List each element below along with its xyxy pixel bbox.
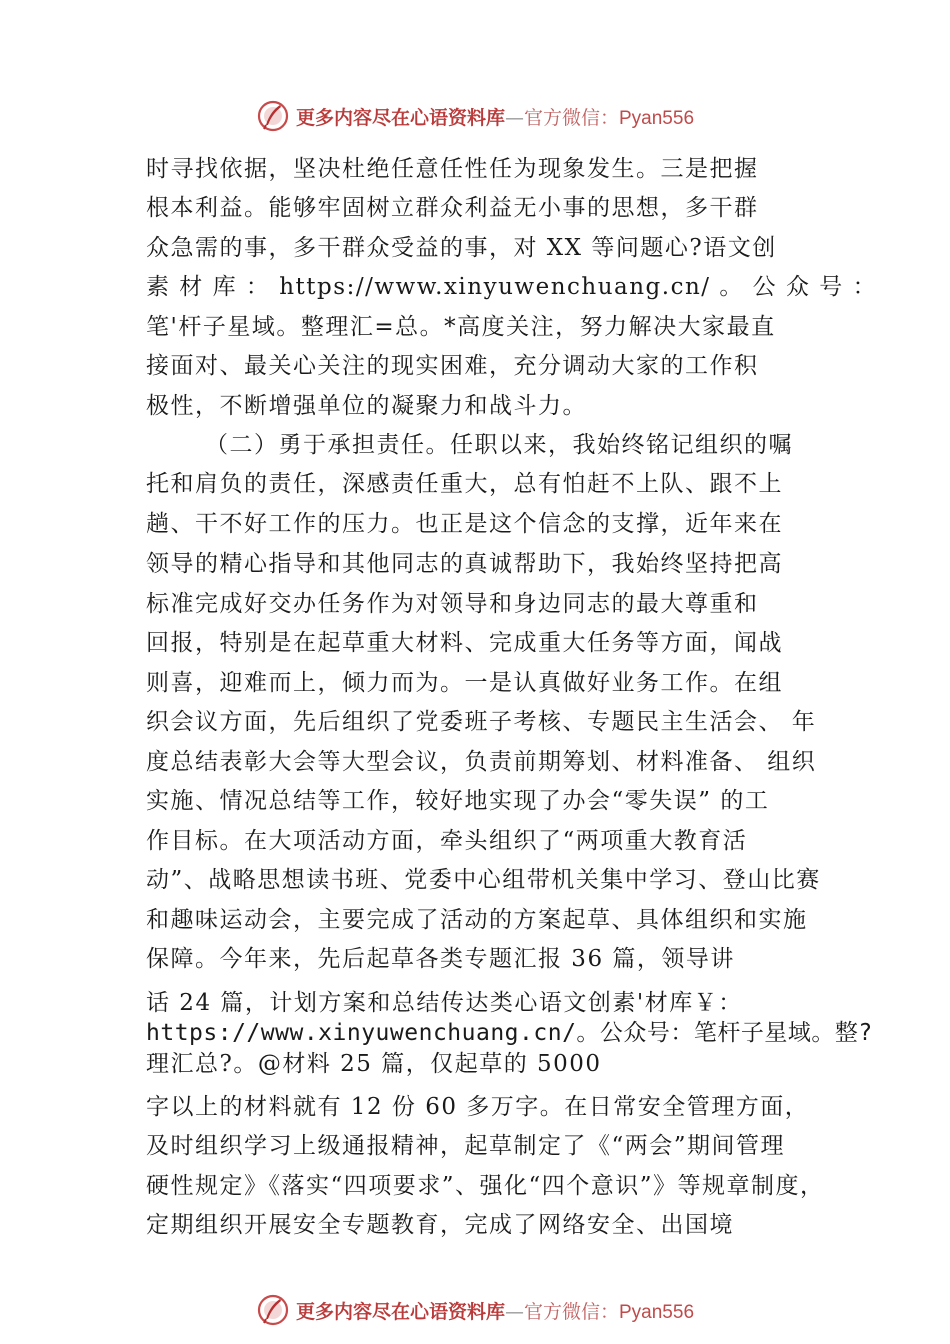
body-line: 定期组织开展安全专题教育，完成了网络安全、出国境	[146, 1212, 734, 1238]
banner-text	[296, 103, 694, 130]
body-line: 理汇总?。@材料 25 篇，仅起草的 5000	[146, 1051, 602, 1077]
body-line: 根本利益。能够牢固树立群众利益无小事的思想，多干群	[146, 195, 759, 221]
body-line: 织会议方面，先后组织了党委班子考核、专题民主生活会、 年	[146, 709, 817, 735]
banner-text	[296, 1297, 694, 1324]
body-line: 实施、情况总结等工作，较好地实现了办会“零失误” 的工	[146, 788, 770, 814]
body-line: 话 24 篇，计划方案和总结传达类心语文创素'材库￥：	[146, 990, 743, 1016]
body-line: 字以上的材料就有 12 份 60 多万字。在日常安全管理方面，	[146, 1094, 810, 1120]
banner-wechat-id: Pyan556	[619, 107, 695, 129]
body-line: 笔'杆子星域。整理汇=总。*高度关注，努力解决大家最直	[146, 314, 776, 340]
quill-logo-icon	[256, 99, 290, 133]
body-line: 和趣味运动会，主要完成了活动的方案起草、具体组织和实施	[146, 907, 808, 933]
banner-wechat-label: 官方微信：	[523, 106, 619, 129]
quill-logo-icon	[256, 1293, 290, 1327]
banner-main-text: 更多内容尽在心语资料库	[295, 1300, 505, 1323]
body-line: 保障。今年来，先后起草各类专题汇报 36 篇，领导讲	[146, 946, 735, 972]
body-line: 趟、干不好工作的压力。也正是这个信念的支撑，近年来在	[146, 511, 783, 537]
body-line: 素 材 库 ： https://www.xinyuwenchuang.cn/ 。 公 众 号 ：	[146, 274, 878, 300]
body-line: 时寻找依据，坚决杜绝任意任性任为现象发生。三是把握	[146, 156, 759, 182]
footer-banner	[0, 1290, 950, 1330]
banner-wechat-label: 官方微信：	[523, 1300, 619, 1323]
body-line: 回报，特别是在起草重大材料、完成重大任务等方面，闻战	[146, 630, 783, 656]
banner-main-text: 更多内容尽在心语资料库	[295, 106, 505, 129]
url-line: https://www.xinyuwenchuang.cn/。公众号：笔杆子星域。整?	[146, 1020, 873, 1046]
banner-dash: —	[504, 1300, 524, 1323]
body-line: 标准完成好交办任务作为对领导和身边同志的最大尊重和	[146, 591, 759, 617]
body-line: 托和肩负的责任，深感责任重大，总有怕赶不上队、跟不上	[146, 471, 783, 497]
body-line: 极性，不断增强单位的凝聚力和战斗力。	[146, 393, 587, 419]
banner-wechat-id: Pyan556	[619, 1301, 695, 1323]
body-line: 动”、战略思想读书班、党委中心组带机关集中学习、登山比赛	[146, 867, 821, 893]
body-line: 接面对、最关心关注的现实困难，充分调动大家的工作积	[146, 353, 759, 379]
body-line: 领导的精心指导和其他同志的真诚帮助下，我始终坚持把高	[146, 551, 783, 577]
body-line: 及时组织学习上级通报精神，起草制定了《“两会”期间管理	[146, 1133, 786, 1159]
body-line: 众急需的事，多干群众受益的事，对 XX 等问题心?语文创	[146, 235, 777, 261]
header-banner	[0, 96, 950, 136]
paragraph-start-line: （二）勇于承担责任。任职以来，我始终铭记组织的嘱	[205, 432, 793, 458]
banner-dash: —	[504, 106, 524, 129]
body-line: 度总结表彰大会等大型会议，负责前期筹划、材料准备、 组织	[146, 749, 817, 775]
body-line: 硬性规定》《落实“四项要求”、强化“四个意识”》等规章制度，	[146, 1173, 825, 1199]
body-line: 则喜，迎难而上，倾力而为。一是认真做好业务工作。在组	[146, 670, 783, 696]
body-line: 作目标。在大项活动方面，牵头组织了“两项重大教育活	[146, 828, 748, 854]
